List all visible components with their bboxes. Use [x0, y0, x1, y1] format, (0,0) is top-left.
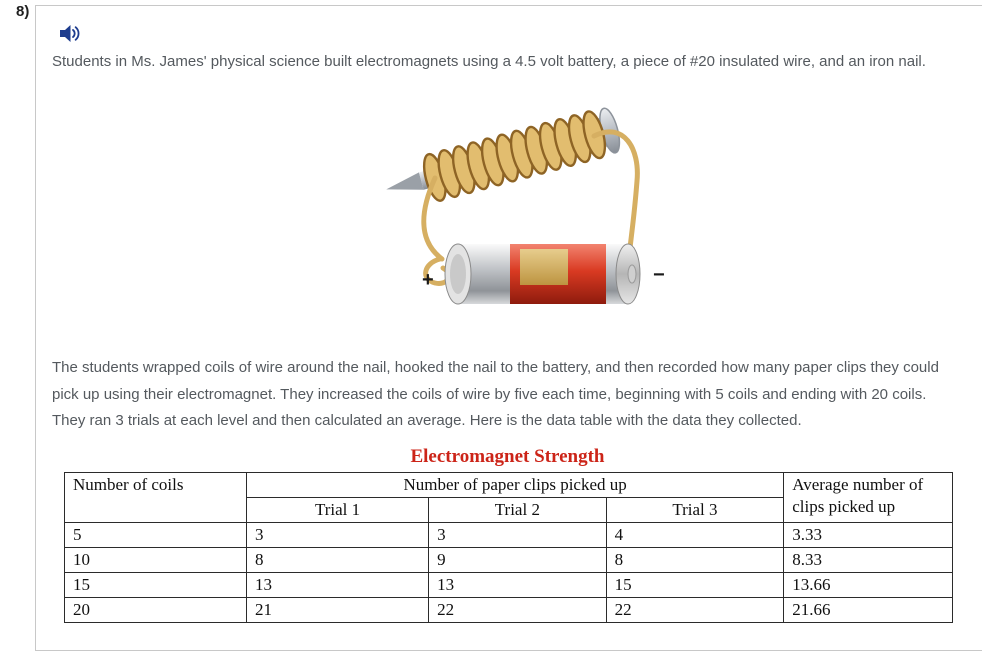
- table-header-row-1: [65, 472, 953, 497]
- table-cell: 3: [429, 522, 607, 547]
- table-cell: 22: [606, 598, 784, 623]
- audio-button[interactable]: [58, 22, 83, 45]
- question-body-text: The students wrapped coils of wire around the nail, hooked the nail to the battery, and then recorded how many paper clips they could pick up using their electromagnet. They increased the coils of wire by five each time, beginning with 5 coils and ending with 20 coils. They ran 3 trials at each level and then calculated an average. Here is the data table with the data they collected.: [52, 359, 939, 429]
- battery-plus-label: +: [422, 269, 434, 292]
- table-cell: 8: [247, 548, 429, 573]
- table-row: [65, 548, 953, 573]
- table-row: [65, 522, 953, 547]
- col-header-trial-1: Trial 1: [247, 497, 429, 522]
- data-table-section: [52, 446, 963, 623]
- table-cell: 8.33: [784, 548, 953, 573]
- col-header-group: Number of paper clips picked up: [247, 472, 784, 497]
- table-cell: 8: [606, 548, 784, 573]
- table-cell: 5: [65, 522, 247, 547]
- table-cell: 13: [429, 573, 607, 598]
- coil: [420, 109, 609, 203]
- table-cell: 9: [429, 548, 607, 573]
- table-cell: 4: [606, 522, 784, 547]
- question-intro-text: Students in Ms. James' physical science built electromagnets using a 4.5 volt battery, a piece of #20 insulated wire, and an iron nail.: [52, 53, 926, 70]
- table-row: [65, 598, 953, 623]
- col-header-trial-2: Trial 2: [429, 497, 607, 522]
- table-cell: 15: [65, 573, 247, 598]
- battery-minus-label: −: [653, 264, 665, 287]
- col-header-average: Average number of clips picked up: [784, 472, 953, 522]
- table-cell: 20: [65, 598, 247, 623]
- table-cell: 21: [247, 598, 429, 623]
- table-cell: 21.66: [784, 598, 953, 623]
- battery: [422, 244, 665, 304]
- table-title: Electromagnet Strength: [410, 446, 605, 467]
- table-row: [65, 573, 953, 598]
- table-cell: 10: [65, 548, 247, 573]
- question-number: 8): [16, 3, 30, 20]
- electromagnet-data-table: [64, 472, 953, 624]
- table-cell: 15: [606, 573, 784, 598]
- question-panel: [35, 5, 982, 651]
- table-cell: 13.66: [784, 573, 953, 598]
- table-cell: 3.33: [784, 522, 953, 547]
- col-header-coils: Number of coils: [65, 472, 247, 522]
- electromagnet-illustration: [370, 79, 700, 331]
- speaker-icon: [60, 24, 81, 43]
- table-cell: 13: [247, 573, 429, 598]
- electromagnet-figure: [52, 79, 963, 331]
- col-header-trial-3: Trial 3: [606, 497, 784, 522]
- table-cell: 22: [429, 598, 607, 623]
- table-cell: 3: [247, 522, 429, 547]
